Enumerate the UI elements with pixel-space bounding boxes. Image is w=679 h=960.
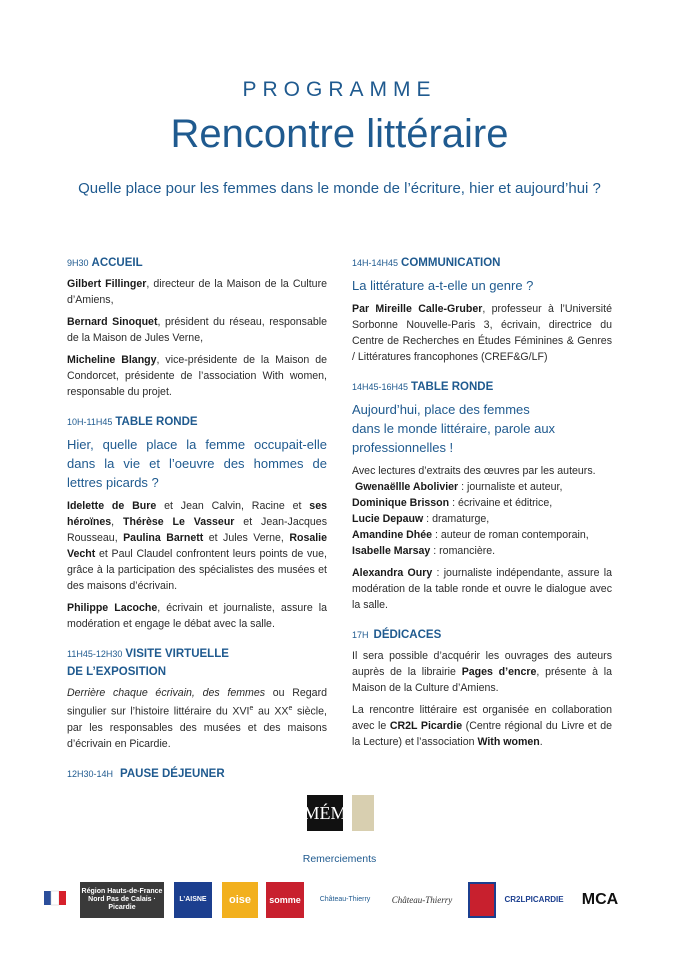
table-ronde-1-headline: Hier, quelle place la femme occupait-elle dans la vie et l’oeuvre des hommes de lettres picards ? [67, 437, 327, 490]
section-time: 12H30-14H [67, 768, 114, 779]
republique-francaise-logo [40, 882, 70, 918]
body-text: et Jean-Jacques Rousseau, [67, 516, 327, 544]
body-text: Il sera possible d’acquérir les ouvrages des auteurs auprès de la librairie [352, 650, 612, 678]
section-time: 11H45-12H30 [67, 649, 123, 659]
guest-name: Dominique Brisson [352, 497, 450, 509]
flag-icon [44, 889, 66, 911]
guest-name: Lucie Depauw [352, 513, 424, 525]
section-table-ronde-2-heading [352, 379, 612, 395]
partner-name: With women [477, 736, 540, 748]
left-column [67, 255, 327, 787]
table-ronde-2-headline [352, 400, 612, 457]
person-name: Alexandra Oury [352, 567, 433, 579]
section-time: 10H-11H45 [67, 417, 113, 427]
speaker-role: , président du réseau, responsable de la Maison de Jules Verne, [67, 316, 327, 344]
body-text: (Centre régional du Livre et de la Lecture) et l’association [352, 720, 613, 748]
person-name: Thérèse Le Vasseur [123, 516, 235, 528]
guest-name: Amandine Dhée [352, 529, 433, 541]
visite-body [67, 685, 327, 752]
section-label: VISITE VIRTUELLE [125, 648, 229, 660]
person-name: Paulina Barnett [123, 532, 204, 544]
communication-headline: La littérature a-t-elle un genre ? [352, 278, 534, 293]
body-text: et Jean Calvin, Racine et [156, 500, 310, 512]
body-text: La rencontre littéraire est organisée en collaboration avec le [352, 704, 612, 732]
section-dedicaces-heading [352, 627, 612, 643]
person-name: Idelette de Bure [67, 500, 157, 512]
thanks-label: Remerciements [302, 853, 377, 865]
sponsor-aisne: L’AISNE [174, 882, 212, 918]
dedicaces-body-2 [352, 702, 612, 750]
section-label: COMMUNICATION [401, 257, 501, 269]
guest-item [352, 511, 612, 527]
body-text: : journaliste indépendante, assure la modération de la table ronde et ouvre le dialogue avec la salle. [352, 567, 612, 611]
body-text: , professeur à l’Université Sorbonne Nouvelle-Paris 3, écrivain, directrice du Centre de Recherches en Études Féminines & Genres / Littératures francophones (CREF&G/LF) [352, 303, 612, 363]
guest-list [352, 479, 612, 559]
speaker-name: Bernard Sinoquet [67, 316, 158, 328]
section-time: 9H30 [67, 258, 89, 268]
sponsor-hauts-de-france: Région Hauts-de-France Nord Pas de Calais · Picardie [80, 882, 164, 918]
accueil-speaker-1 [67, 276, 327, 308]
body-text: au XX [253, 705, 289, 718]
section-label: TABLE RONDE [411, 381, 494, 393]
right-column [352, 255, 612, 756]
section-label: TABLE RONDE [115, 416, 198, 428]
table-ronde-2-intro: Avec lectures d’extraits des œuvres par les auteurs. [352, 465, 596, 477]
sponsor-ville-chateau-thierry: Château-Thierry [391, 895, 453, 905]
guest-item [352, 527, 612, 543]
guest-role: : écrivaine et éditrice, [449, 497, 553, 509]
body-text: siècle, par les responsables des musées et des maisons d’écrivain en Picardie. [67, 705, 328, 750]
body-text: et Jules Verne, [203, 532, 290, 544]
guest-role: : romancière. [430, 545, 496, 557]
speaker-role: , directeur de la Maison de la Culture d’Amiens, [67, 278, 327, 306]
body-text: , [111, 516, 123, 528]
section-accueil-heading [67, 255, 327, 271]
section-table-ronde-1-heading [67, 414, 327, 430]
guest-item [352, 495, 612, 511]
body-text: . [539, 736, 543, 748]
sponsor-cr2l-picardie: CR2LPICARDIE [504, 895, 564, 904]
person-name: ses héroïnes [67, 500, 327, 528]
section-label: DÉDICACES [373, 629, 442, 641]
guest-role: : auteur de roman contemporain, [432, 529, 589, 541]
superscript: e [249, 705, 254, 712]
accueil-speaker-3 [67, 352, 327, 400]
communication-body [352, 301, 612, 365]
sponsor-somme: somme [266, 882, 304, 918]
guest-role: : journaliste et auteur, [458, 481, 563, 493]
section-time: 14H45-16H45 [352, 382, 409, 392]
body-text: ou Regard singulier sur l’histoire littéraire du XVI [67, 687, 327, 718]
table-ronde-2-moderator [352, 565, 612, 613]
guest-role: : dramaturge, [423, 513, 490, 525]
maison-ecrivains-logo: MÉM [307, 795, 343, 831]
page-subtitle: Quelle place pour les femmes dans le monde de l’écriture, hier et aujourd’hui ? [78, 180, 601, 197]
section-pause-heading [67, 766, 327, 782]
superscript: e [288, 705, 293, 712]
person-name: Rosalie Vecht [67, 532, 328, 560]
body-text: , écrivain et journaliste, assure la modération et engage le débat avec la salle. [67, 602, 328, 630]
section-label: ACCUEIL [91, 257, 143, 269]
accueil-speaker-2 [67, 314, 327, 346]
guest-item [352, 479, 612, 495]
guest-name: Isabelle Marsay [352, 545, 431, 557]
sponsor-oise: oise [222, 882, 258, 918]
section-time: 17H [352, 630, 369, 640]
speaker-name: Gilbert Fillinger [67, 278, 147, 290]
dedicaces-body-1 [352, 648, 612, 696]
section-visite-heading [67, 646, 327, 662]
section-communication-heading [352, 255, 612, 271]
sponsor-blason [468, 882, 496, 918]
exhibition-title: Derrière chaque écrivain, des femmes [67, 687, 266, 699]
table-ronde-1-body [67, 498, 327, 594]
headline-line: professionnelles ! [352, 440, 454, 455]
speaker-name: Par Mireille Calle-Gruber [352, 303, 483, 315]
section-time: 14H-14H45 [352, 258, 399, 268]
section-label: PAUSE DÉJEUNER [120, 767, 225, 780]
body-text: , présente à la Maison de la Culture d’Amiens. [352, 666, 613, 694]
guest-name: Gwenaëllle Abolivier [354, 481, 459, 493]
speaker-name: Micheline Blangy [67, 354, 157, 366]
headline-line: dans le monde littéraire, parole aux [352, 421, 556, 436]
partner-name: CR2L Picardie [389, 720, 463, 732]
table-ronde-1-moderator [67, 600, 327, 632]
speaker-role: , vice-présidente de la Maison de Condorcet, présidente de l’association With women, responsable du projet. [67, 354, 327, 398]
sponsor-communaute-chateau-thierry: Château-Thierry [319, 896, 371, 903]
sponsor-mca: MCA [581, 891, 619, 908]
bookshop-name: Pages d’encre [461, 666, 537, 678]
section-visite-heading-line2: DE L’EXPOSITION [67, 666, 167, 678]
person-name: Philippe Lacoche [67, 602, 158, 614]
headline-line: Aujourd’hui, place des femmes [352, 402, 530, 417]
partner-logo-small [352, 795, 374, 831]
guest-item [352, 543, 612, 559]
programme-kicker: PROGRAMME [242, 78, 437, 101]
page-title: Rencontre littéraire [170, 112, 509, 156]
body-text: et Paul Claudel confrontent leurs points de vue, grâce à la participation des spécialistes des musées et des maisons d’écrivain. [67, 548, 327, 592]
